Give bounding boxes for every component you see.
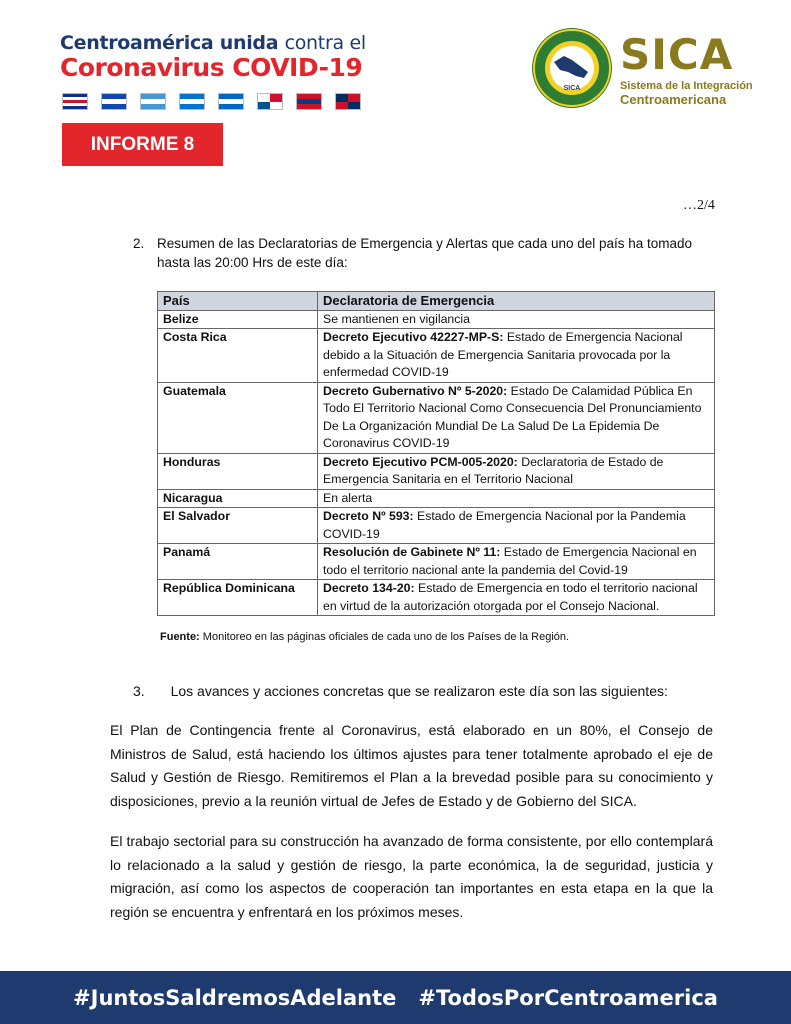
flag-dominican-republic-icon [335,93,361,110]
list-item-3 [133,683,668,699]
sica-seal-logo [530,26,614,110]
column-header-declaration: Declaratoria de Emergencia [318,292,715,311]
declaration-text: En alerta [323,490,373,505]
list-item-2 [133,234,723,272]
header-title-line1 [60,32,366,54]
declaration-cell [318,310,715,329]
source-label: Fuente: [160,631,200,643]
list-number: 3. [133,683,145,699]
declaration-cell [318,453,715,489]
list-text: Resumen de las Declaratorias de Emergencia y Alertas que cada uno del país ha tomado hasta las 20:00 Hrs de este día: [157,236,693,270]
declaration-text: Estado de Emergencia en todo el territorio nacional en virtud de la autorización otorgada por el Consejo Nacional. [323,581,698,613]
table-row [158,489,715,508]
declaration-text: Estado de Emergencia Nacional en todo el territorio nacional ante la pandemia del Covid-19 [323,545,697,577]
sica-seal-label: SICA [563,85,581,92]
decree-name: Resolución de Gabinete Nº 11: [323,545,501,559]
paragraph-sectorial: El trabajo sectorial para su construcción ha avanzado de forma consistente, por ello contemplará lo relacionado a la salud y gestión de riesgo, la parte económica, la de seguridad, justicia y migración, así como los aspectos de cooperación tan importantes en esta etapa en la que la región se encuentra y enfrentará en los próximos meses. [110,833,713,920]
country-cell: Costa Rica [158,329,318,383]
decree-name: Decreto Ejecutivo 42227-MP-S: [323,330,504,344]
country-cell: Nicaragua [158,489,318,508]
header-title-light: contra el [284,32,366,54]
column-header-country: País [158,292,318,311]
flag-guatemala-icon [140,93,166,110]
decree-name: Decreto Ejecutivo PCM-005-2020: [323,454,518,469]
declaration-cell [318,544,715,580]
country-cell: Belize [158,310,318,329]
decree-name: Decreto Gubernativo Nº 5-2020: [323,383,508,398]
flag-panama-icon [257,93,283,110]
flag-el-salvador-icon [101,93,127,110]
table-header-row [158,292,715,311]
header-title-line2: Coronavirus COVID-19 [60,53,363,82]
flag-costa-rica-icon [62,93,88,110]
table-row [158,310,715,329]
declaration-cell [318,382,715,453]
source-text: Monitoreo en las páginas oficiales de cada uno de los Países de la Región. [199,631,570,643]
sica-name: SICA [620,30,734,79]
declaration-text: Declaratoria de Estado de Emergencia Sanitaria en el Territorio Nacional [323,454,664,486]
declaration-text: Estado De Calamidad Pública En Todo El Territorio Nacional Como Consecuencia Del Pronunciamiento De La Organización Mundial De La Salud De La Epidemia De Coronavirus COVID-19 [323,383,702,450]
table-row [158,508,715,544]
emergency-declarations-table [157,291,715,616]
table-source [160,631,569,643]
table-row [158,329,715,383]
country-cell: El Salvador [158,508,318,544]
list-text: Los avances y acciones concretas que se realizaron este día son las siguientes: [170,683,668,699]
country-cell: República Dominicana [158,580,318,616]
country-cell: Panamá [158,544,318,580]
declaration-text: Estado de Emergencia Nacional por la Pandemia COVID-19 [323,509,686,541]
declaration-cell [318,329,715,383]
sica-subtitle-2: Centroamericana [620,92,727,107]
table-row [158,544,715,580]
country-flags [62,93,361,110]
footer-hashtag-2: #TodosPorCentroamerica [418,985,718,1010]
declaration-text: Se mantienen en vigilancia [323,311,470,326]
country-cell: Honduras [158,453,318,489]
declaration-cell [318,580,715,616]
declaration-text: Estado de Emergencia Nacional debido a la Situación de Emergencia Sanitaria provocada por la enfermedad COVID-19 [323,330,683,379]
flag-nicaragua-icon [218,93,244,110]
footer-hashtag-1: #JuntosSaldremosAdelante [73,985,397,1010]
list-number: 2. [133,236,145,251]
decree-name: Decreto Nº 593: [323,509,414,523]
flag-honduras-icon [179,93,205,110]
paragraph-plan: El Plan de Contingencia frente al Coronavirus, está elaborado en un 80%, el Consejo de Ministros de Salud, está haciendo los últimos ajustes para tener totalmente aprobado el eje de Salud y Gestión de Riesgo. Remitiremos el Plan a la brevedad posible para su conocimiento y disposiciones, previo a la reunión virtual de Jefes de Estado y de Gobierno del SICA. [110,722,713,809]
table-row [158,453,715,489]
decree-name: Decreto 134-20: [323,581,415,595]
footer-banner [0,971,791,1024]
country-cell: Guatemala [158,382,318,453]
table-row [158,382,715,453]
page-number: …2/4 [683,198,715,213]
table-row [158,580,715,616]
sica-subtitle-1: Sistema de la Integración [620,80,753,92]
header-title-bold: Centroamérica unida [60,32,279,54]
report-label: INFORME 8 [62,123,223,166]
flag-belize-icon [296,93,322,110]
declaration-cell [318,508,715,544]
declaration-cell [318,489,715,508]
